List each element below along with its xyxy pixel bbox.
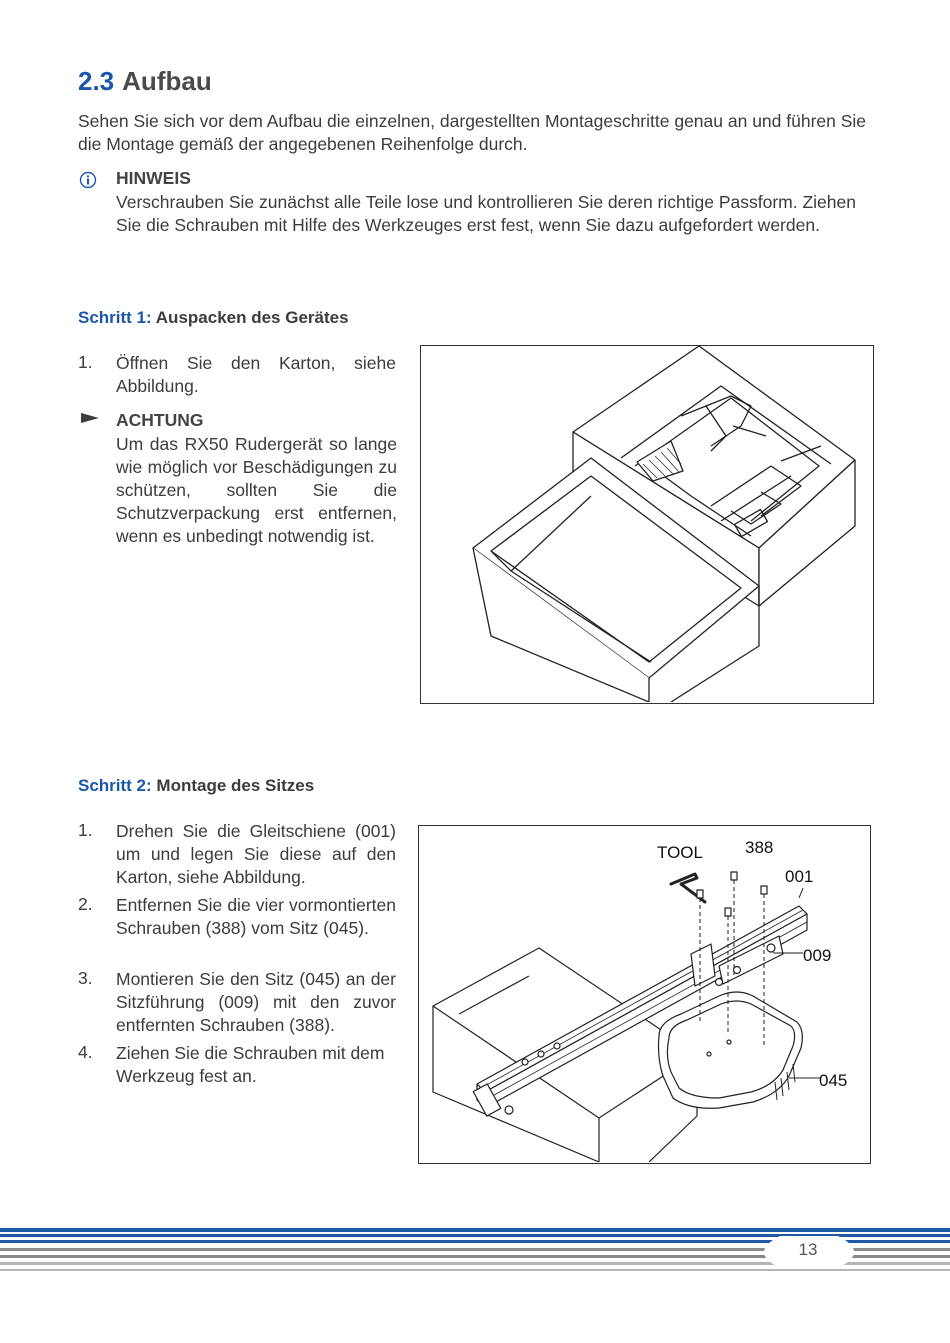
step2-heading: [78, 776, 314, 796]
tool-label: TOOL: [657, 843, 703, 862]
note-text: Verschrauben Sie zunächst alle Teile lose und kontrollieren Sie deren richtige Passform. Ziehen Sie die Schrauben mit Hilfe des Werkzeuges erst fest, wenn Sie dazu aufgefordert werden.: [116, 192, 856, 235]
warning-heading: ACHTUNG: [116, 410, 204, 430]
arrow-right-icon: [80, 412, 100, 424]
guide-label: 009: [803, 946, 832, 965]
step2-item-number: 1.: [78, 820, 93, 840]
step2-item-text: Ziehen Sie die Schrauben mit dem Werkzeug fest an.: [116, 1043, 385, 1086]
seat-label: 045: [819, 1071, 848, 1090]
step2-title: Montage des Sitzes: [156, 776, 315, 795]
footer-stripe: [0, 1228, 950, 1232]
page-number: 13: [798, 1240, 818, 1259]
step2-label: Schritt 2:: [78, 776, 152, 795]
section-number: 2.3: [78, 66, 115, 96]
step2-item-text: Montieren Sie den Sitz (045) an der Sitzführung (009) mit den zuvor entfernten Schrauben (388).: [116, 969, 396, 1035]
footer-stripe: [0, 1269, 950, 1271]
screw-label: 388: [745, 838, 774, 857]
unpacking-figure: [420, 345, 874, 704]
step1-label: Schritt 1:: [78, 308, 152, 327]
step1-item-text: Öffnen Sie den Karton, siehe Abbildung.: [116, 353, 396, 396]
step1-item-number: 1.: [78, 352, 93, 372]
step2-item-number: 2.: [78, 894, 93, 914]
step2-item-text: Drehen Sie die Gleitschiene (001) um und legen Sie diese auf den Karton, siehe Abbildung.: [116, 821, 396, 887]
intro-paragraph: Sehen Sie sich vor dem Aufbau die einzelnen, dargestellten Montageschritte genau an und führen Sie die Montage gemäß der angegebenen Reihenfolge durch.: [78, 111, 867, 154]
step2-item-number: 3.: [78, 968, 93, 988]
section-heading: [78, 66, 212, 97]
seat-assembly-illustration: [419, 826, 869, 1162]
section-title: Aufbau: [122, 66, 212, 96]
step2-item-text: Entfernen Sie die vier vormontierten Schrauben (388) vom Sitz (045).: [116, 895, 396, 938]
warning-text: Um das RX50 Rudergerät so lange wie möglich vor Beschädigungen zu schützen, sollten Sie die Schutzverpackung erst entfernen, wenn es unbedingt notwendig ist.: [116, 434, 397, 546]
unpacking-illustration: [421, 346, 872, 702]
info-icon: [79, 171, 97, 189]
step1-title: Auspacken des Gerätes: [155, 308, 349, 327]
note-heading: HINWEIS: [116, 168, 191, 188]
step2-item-number: 4.: [78, 1042, 93, 1062]
step1-heading: [78, 308, 349, 328]
rail-label: 001: [785, 867, 814, 886]
seat-assembly-figure: [418, 825, 871, 1164]
